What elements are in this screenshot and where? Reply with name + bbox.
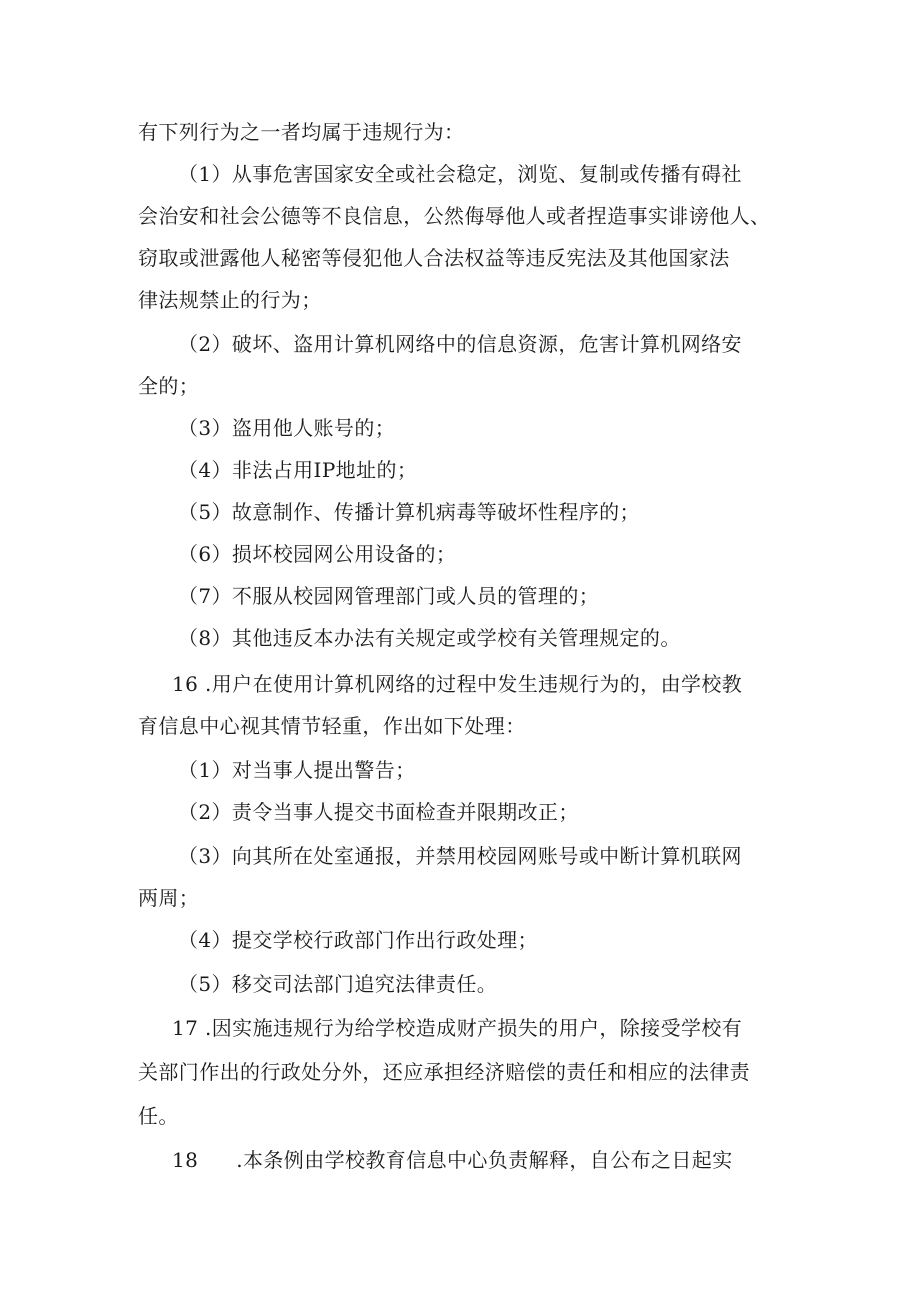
text-line: 窃取或泄露他人秘密等侵犯他人合法权益等违反宪法及其他国家法 xyxy=(138,246,730,270)
text-line: 任。 xyxy=(138,1104,179,1128)
text-line: （3）盗用他人账号的； xyxy=(178,416,396,440)
text-line: （4）非法占用IP地址的； xyxy=(178,458,418,482)
text-line: 育信息中心视其情节轻重，作出如下处理： xyxy=(138,714,526,738)
text-line: 有下列行为之一者均属于违规行为： xyxy=(138,120,465,144)
text-line: 16 .用户在使用计算机网络的过程中发生违规行为的，由学校教 xyxy=(172,672,743,696)
text-line: （1）对当事人提出警告； xyxy=(178,758,416,782)
text-line: （5）移交司法部门追究法律责任。 xyxy=(178,972,498,996)
text-line: （3）向其所在处室通报，并禁用校园网账号或中断计算机联网 xyxy=(178,844,742,868)
text-line: （1）从事危害国家安全或社会稳定，浏览、复制或传播有碍社 xyxy=(178,162,742,186)
text-line: 关部门作出的行政处分外，还应承担经济赔偿的责任和相应的法律责 xyxy=(138,1060,750,1084)
text-line: （8）其他违反本办法有关规定或学校有关管理规定的。 xyxy=(178,626,681,650)
text-line: （2）破坏、盗用计算机网络中的信息资源，危害计算机网络安 xyxy=(178,332,742,356)
text-line: （2）责令当事人提交书面检查并限期改正； xyxy=(178,800,579,824)
text-line: （5）故意制作、传播计算机病毒等破坏性程序的； xyxy=(178,500,640,524)
item-text: .本条例由学校教育信息中心负责解释，自公布之日起实 xyxy=(236,1148,733,1172)
text-line: 两周； xyxy=(138,886,200,910)
text-line: （7）不服从校园网管理部门或人员的管理的； xyxy=(178,584,600,608)
text-line: 17 .因实施违规行为给学校造成财产损失的用户，除接受学校有 xyxy=(172,1016,743,1040)
text-line-item-18 xyxy=(172,1146,733,1174)
text-line: （6）损坏校园网公用设备的； xyxy=(178,542,457,566)
text-line: （4）提交学校行政部门作出行政处理； xyxy=(178,928,538,952)
text-line: 全的； xyxy=(138,374,200,398)
text-line: 律法规禁止的行为； xyxy=(138,288,322,312)
text-line: 会治安和社会公德等不良信息，公然侮辱他人或者捏造事实诽谤他人、 xyxy=(138,204,771,228)
item-number: 18 xyxy=(172,1148,199,1172)
